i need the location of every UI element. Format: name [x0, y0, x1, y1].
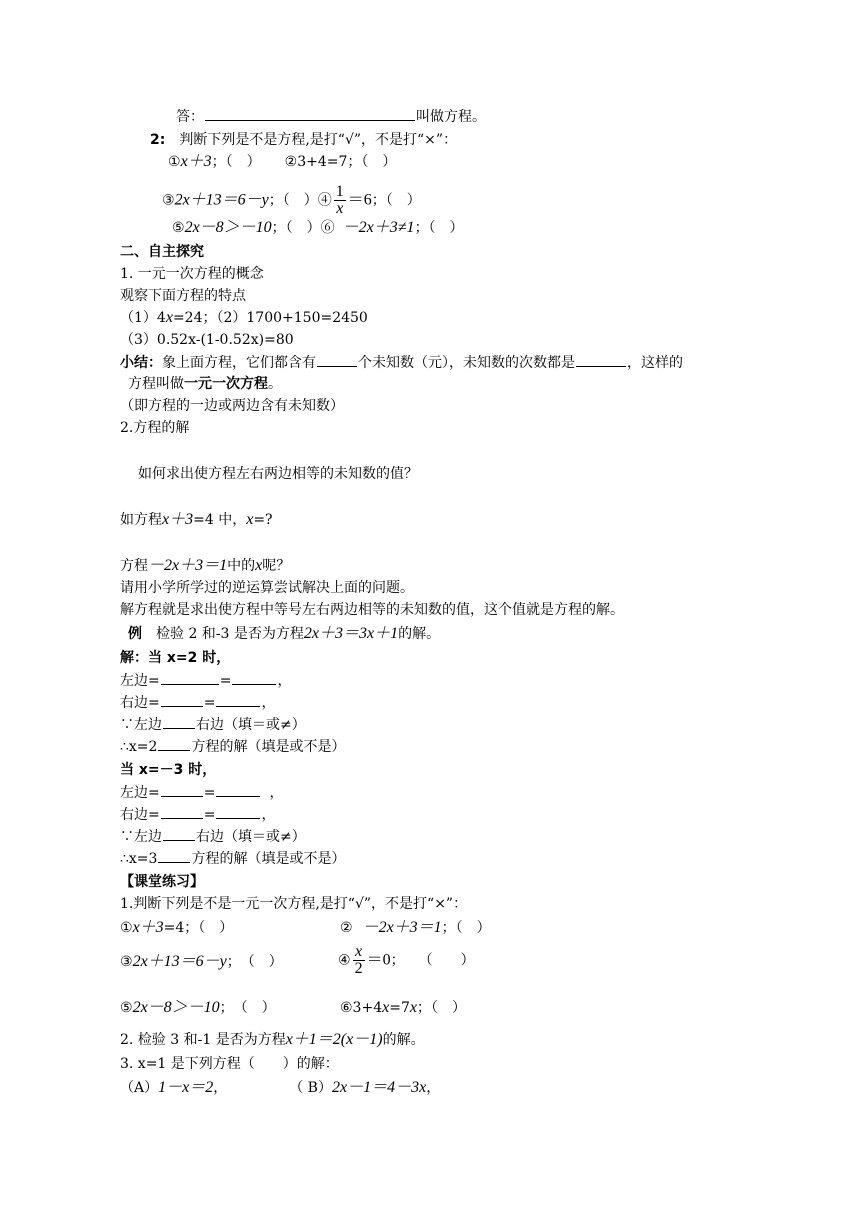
- summary-note: （即方程的一边或两边含有未知数）: [120, 398, 344, 414]
- because-2: ∵左边 右边（填＝或≠）: [120, 826, 306, 847]
- left-side-2: 左边= = ，: [120, 782, 283, 803]
- fraction-x-over-2: $\frac{x}{2}$: [354, 943, 363, 977]
- summary-line: 小结：象上面方程，它们都含有 个未知数（元），未知数的次数都是 ，这样的: [120, 352, 683, 373]
- right-side-2: 右边= = ，: [120, 804, 275, 825]
- solution-case-2: 当 x=－3 时，: [120, 762, 217, 778]
- answer-blank: [205, 106, 415, 121]
- part2-title: 2.方程的解: [120, 420, 190, 436]
- items-row-3: ⑤2x－8＞－10；（ ）⑥ －2x＋3≠1；（ ）: [172, 219, 464, 236]
- question-text: 如何求出使方程左右两边相等的未知数的值？: [138, 466, 418, 482]
- because-1: ∵左边 右边（填＝或≠）: [120, 714, 306, 735]
- answer-line: 答： 叫做方程。: [176, 106, 486, 127]
- items-row-2: ③2x＋13＝6－y；（ ）④ $\frac{1}{x}$ ＝6；（ ）: [162, 183, 421, 217]
- therefore-2: ∴x=3 方程的解（填是或不是）: [120, 848, 345, 869]
- section-heading-explore: 二、自主探究: [120, 244, 204, 260]
- example-line: 例 检验 2 和-3 是否为方程2x＋3＝3x＋1的解。: [128, 625, 441, 642]
- practice-items-3: ③2x＋13＝6－y； （ ）: [120, 953, 283, 970]
- example-2-line: 方程－2x＋3＝1中的x呢？: [120, 557, 291, 574]
- practice-q3-options: （A）1－x＝2， （ B）2x－1＝4－3x，: [120, 1079, 441, 1096]
- left-side-1: 左边= = ，: [120, 670, 291, 691]
- summary-line-2: 方程叫做一元一次方程。: [128, 376, 282, 392]
- practice-q3: 3. x=1 是下列方程（ ）的解：: [120, 1056, 339, 1072]
- observe-text: 观察下面方程的特点: [120, 288, 246, 304]
- section-heading-practice: 【课堂练习】: [120, 874, 204, 890]
- practice-items-5: ⑤2x－8＞－10； （ ）: [120, 999, 276, 1016]
- practice-items-6: ⑥3+4x=7x；（ ）: [340, 999, 466, 1016]
- right-side-1: 右边= = ，: [120, 692, 275, 713]
- part1-title: 1. 一元一次方程的概念: [120, 266, 264, 282]
- items-row-1: ①x＋3；（ ） ②3+4=7；（ ）: [168, 153, 397, 170]
- practice-q1: 1.判断下列是不是一元一次方程,是打“√”，不是打“×”：: [120, 896, 468, 912]
- solution-case-1: 解：当 x=2 时，: [120, 650, 231, 666]
- fraction-1-over-x: $\frac{1}{x}$: [335, 183, 344, 217]
- practice-items-1: ①x＋3=4；（ ）: [120, 919, 234, 936]
- example-1-line: 如方程x＋3=4 中，x=?: [120, 511, 273, 528]
- therefore-1: ∴x=2 方程的解（填是或不是）: [120, 736, 345, 757]
- try-text: 请用小学所学过的逆运算尝试解决上面的问题。: [120, 580, 414, 596]
- question-2: 2: 判断下列是不是方程,是打“√”，不是打“×”：: [150, 132, 458, 148]
- equation-3: （3）0.52x-(1-0.52x)=80: [120, 332, 294, 348]
- practice-q2: 2. 检验 3 和-1 是否为方程x＋1＝2(x－1)的解。: [120, 1031, 425, 1048]
- practice-items-4: ④ $\frac{x}{2}$ ＝0； （ ）: [338, 943, 475, 977]
- practice-items-2: ② －2x＋3＝1；（ ）: [340, 919, 491, 936]
- definition-text: 解方程就是求出使方程中等号左右两边相等的未知数的值，这个值就是方程的解。: [120, 602, 624, 618]
- equations-1-2: （1）4x=24；（2）1700+150=2450: [120, 309, 368, 326]
